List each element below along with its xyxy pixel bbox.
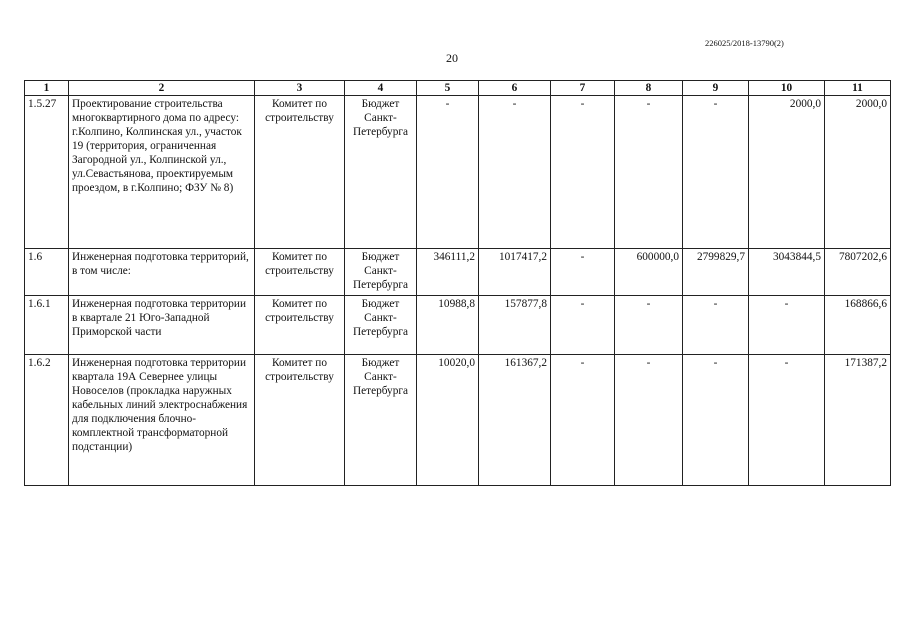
column-header: 11 [825, 81, 891, 96]
value-cell: 1017417,2 [479, 249, 551, 296]
item-description: Инженерная подготовка территории в квартале 21 Юго-Западной Приморской части [69, 296, 255, 355]
value-cell: 2799829,7 [683, 249, 749, 296]
value-cell: - [417, 96, 479, 249]
item-description: Инженерная подготовка территории квартала 19А Севернее улицы Новоселов (прокладка наружных кабельных линий электроснабжения для подключения блочно-комплектной трансформаторной подстанции) [69, 355, 255, 486]
table-row [25, 249, 891, 296]
column-header: 8 [615, 81, 683, 96]
value-cell: - [615, 355, 683, 486]
value-cell: - [683, 355, 749, 486]
row-number: 1.5.27 [25, 96, 69, 249]
column-header: 1 [25, 81, 69, 96]
value-cell: 600000,0 [615, 249, 683, 296]
header-row [25, 81, 891, 96]
value-cell: - [551, 249, 615, 296]
value-cell: - [551, 355, 615, 486]
budget-table [24, 80, 891, 486]
item-description: Инженерная подготовка территорий, в том числе: [69, 249, 255, 296]
value-cell: 346111,2 [417, 249, 479, 296]
funding-source: Бюджет Санкт-Петербурга [345, 249, 417, 296]
value-cell: - [683, 296, 749, 355]
column-header: 2 [69, 81, 255, 96]
page-number: 20 [446, 51, 458, 65]
total-cell: 7807202,6 [825, 249, 891, 296]
value-cell: - [749, 355, 825, 486]
row-number: 1.6.1 [25, 296, 69, 355]
column-header: 5 [417, 81, 479, 96]
item-description: Проектирование строительства многоквартирного дома по адресу: г.Колпино, Колпинская ул., участок 19 (территория, ограниченная Загородной ул., Колпинской ул., ул.Севастьянова, проектируемым проездом, в г.Колпино; ФЗУ № 8) [69, 96, 255, 249]
value-cell: - [551, 296, 615, 355]
column-header: 6 [479, 81, 551, 96]
document-code: 226025/2018-13790(2) [705, 38, 784, 48]
funding-source: Бюджет Санкт-Петербурга [345, 355, 417, 486]
responsible-body: Комитет по строительству [255, 355, 345, 486]
value-cell: - [615, 296, 683, 355]
column-header: 9 [683, 81, 749, 96]
responsible-body: Комитет по строительству [255, 96, 345, 249]
column-header: 10 [749, 81, 825, 96]
value-cell: 10988,8 [417, 296, 479, 355]
table-row [25, 355, 891, 486]
column-header: 4 [345, 81, 417, 96]
funding-source: Бюджет Санкт-Петербурга [345, 296, 417, 355]
row-number: 1.6 [25, 249, 69, 296]
value-cell: - [551, 96, 615, 249]
value-cell: 10020,0 [417, 355, 479, 486]
total-cell: 171387,2 [825, 355, 891, 486]
value-cell: - [615, 96, 683, 249]
value-cell: 3043844,5 [749, 249, 825, 296]
table-row [25, 96, 891, 249]
column-header: 7 [551, 81, 615, 96]
funding-source: Бюджет Санкт-Петербурга [345, 96, 417, 249]
row-number: 1.6.2 [25, 355, 69, 486]
value-cell: - [479, 96, 551, 249]
responsible-body: Комитет по строительству [255, 249, 345, 296]
value-cell: 157877,8 [479, 296, 551, 355]
value-cell: 2000,0 [749, 96, 825, 249]
total-cell: 168866,6 [825, 296, 891, 355]
value-cell: - [749, 296, 825, 355]
value-cell: 161367,2 [479, 355, 551, 486]
column-header: 3 [255, 81, 345, 96]
value-cell: - [683, 96, 749, 249]
total-cell: 2000,0 [825, 96, 891, 249]
table-row [25, 296, 891, 355]
responsible-body: Комитет по строительству [255, 296, 345, 355]
